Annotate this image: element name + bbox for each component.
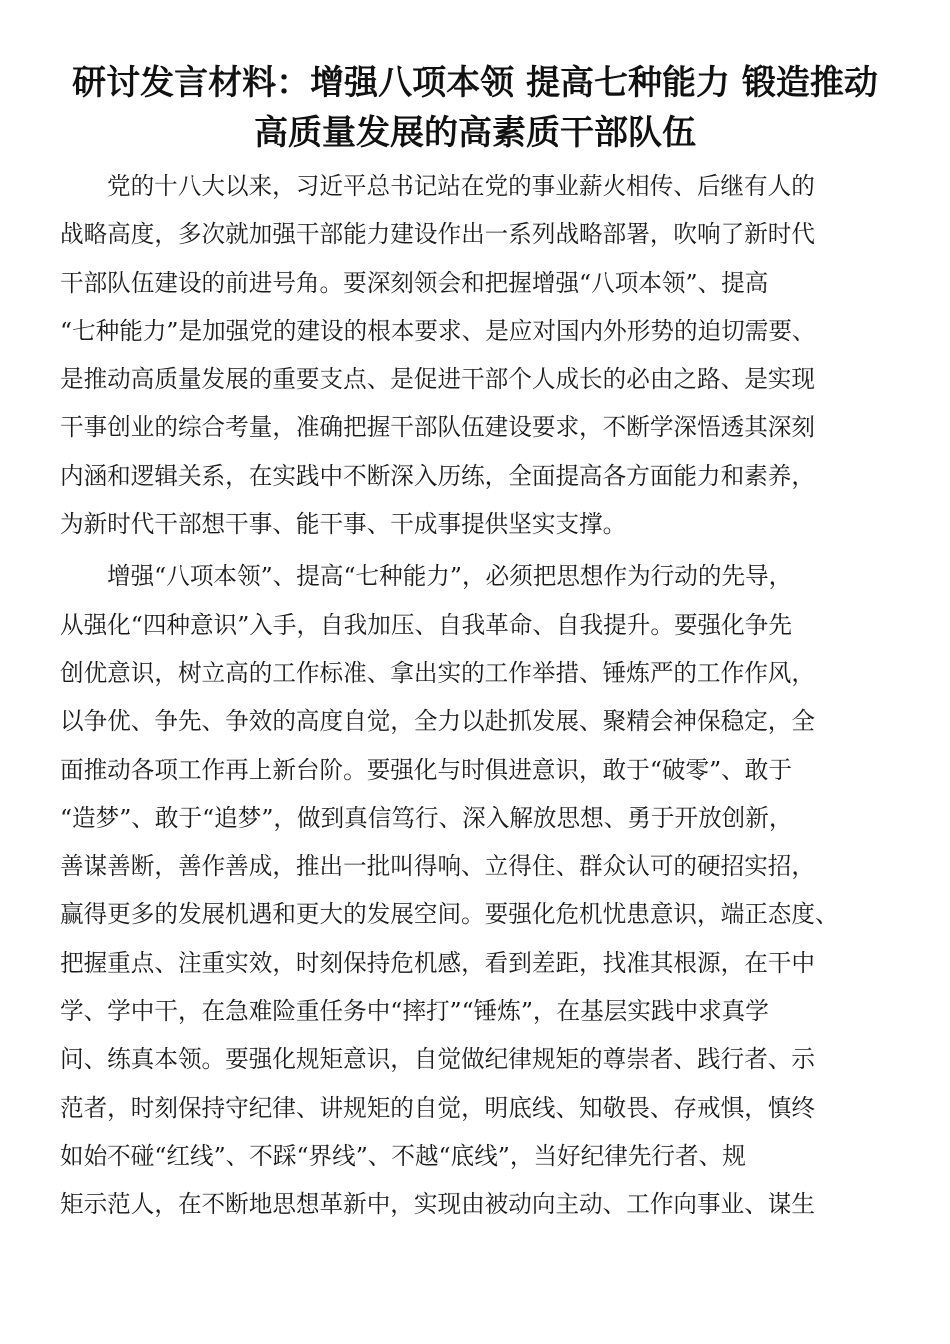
paragraph-line: 是推动高质量发展的重要支点、是促进干部个人成长的必由之路、是实现: [60, 365, 815, 394]
paragraph-line: 干部队伍建设的前进号角。要深刻领会和把握增强“八项本领”、提高: [60, 268, 769, 297]
paragraph-line: 战略高度，多次就加强干部能力建设作出一系列战略部署，吹响了新时代: [60, 220, 815, 249]
document-page: [60, 58, 890, 1229]
paragraph-line: 为新时代干部想干事、能干事、干成事提供坚实支撑。: [60, 510, 627, 539]
paragraph-line: 问、练真本领。要强化规矩意识，自觉做纪律规矩的尊崇者、践行者、示: [60, 1045, 815, 1074]
paragraph-line: 干事创业的综合考量，准确把握干部队伍建设要求，不断学深悟透其深刻: [60, 413, 815, 442]
paragraph-line: 赢得更多的发展机遇和更大的发展空间。要强化危机忧患意识，端正态度、: [60, 900, 839, 929]
paragraph-line: 把握重点、注重实效，时刻保持危机感，看到差距，找准其根源，在干中: [60, 948, 815, 977]
paragraph-line: 党的十八大以来，习近平总书记站在党的事业薪火相传、后继有人的: [107, 172, 815, 200]
document-title: [60, 58, 890, 158]
paragraph-line: 善谋善断，善作善成，推出一批叫得响、立得住、群众认可的硬招实招，: [60, 852, 815, 881]
paragraph-line: 如始不碰“红线”、不踩“界线”、不越“底线”，当好纪律先行者、规: [60, 1141, 746, 1170]
paragraph-line: 学、学中干，在急难险重任务中“摔打”“锤炼”，在基层实践中求真学: [60, 997, 769, 1026]
paragraph-line: “造梦”、敢于“追梦”，做到真信笃行、深入解放思想、勇于开放创新，: [60, 803, 793, 832]
paragraph-line: 增强“八项本领”、提高“七种能力”，必须把思想作为行动的先导，: [107, 562, 793, 591]
paragraph-2: [60, 552, 890, 1228]
paragraph-line: 范者，时刻保持守纪律、讲规矩的自觉，明底线、知敬畏、存戒惧，慎终: [60, 1093, 815, 1122]
title-line: 高质量发展的高素质干部队伍: [254, 113, 696, 153]
title-line: 研讨发言材料：增强八项本领 提高七种能力 锻造推动: [72, 63, 878, 103]
paragraph-line: 内涵和逻辑关系，在实践中不断深入历练，全面提高各方面能力和素养，: [60, 461, 815, 490]
paragraph-1: [60, 162, 890, 548]
paragraph-line: 从强化“四种意识”入手，自我加压、自我革命、自我提升。要强化争先: [60, 610, 792, 639]
paragraph-line: 矩示范人，在不断地思想革新中，实现由被动向主动、工作向事业、谋生: [60, 1190, 815, 1219]
paragraph-line: 以争优、争先、争效的高度自觉，全力以赴抓发展、聚精会神保稳定，全: [60, 707, 815, 736]
document-body: [60, 162, 890, 1229]
paragraph-line: 创优意识，树立高的工作标准、拿出实的工作举措、锤炼严的工作作风，: [60, 658, 815, 687]
paragraph-line: “七种能力”是加强党的建设的根本要求、是应对国内外形势的迫切需要、: [60, 316, 816, 345]
paragraph-line: 面推动各项工作再上新台阶。要强化与时俱进意识，敢于“破零”、敢于: [60, 755, 792, 784]
